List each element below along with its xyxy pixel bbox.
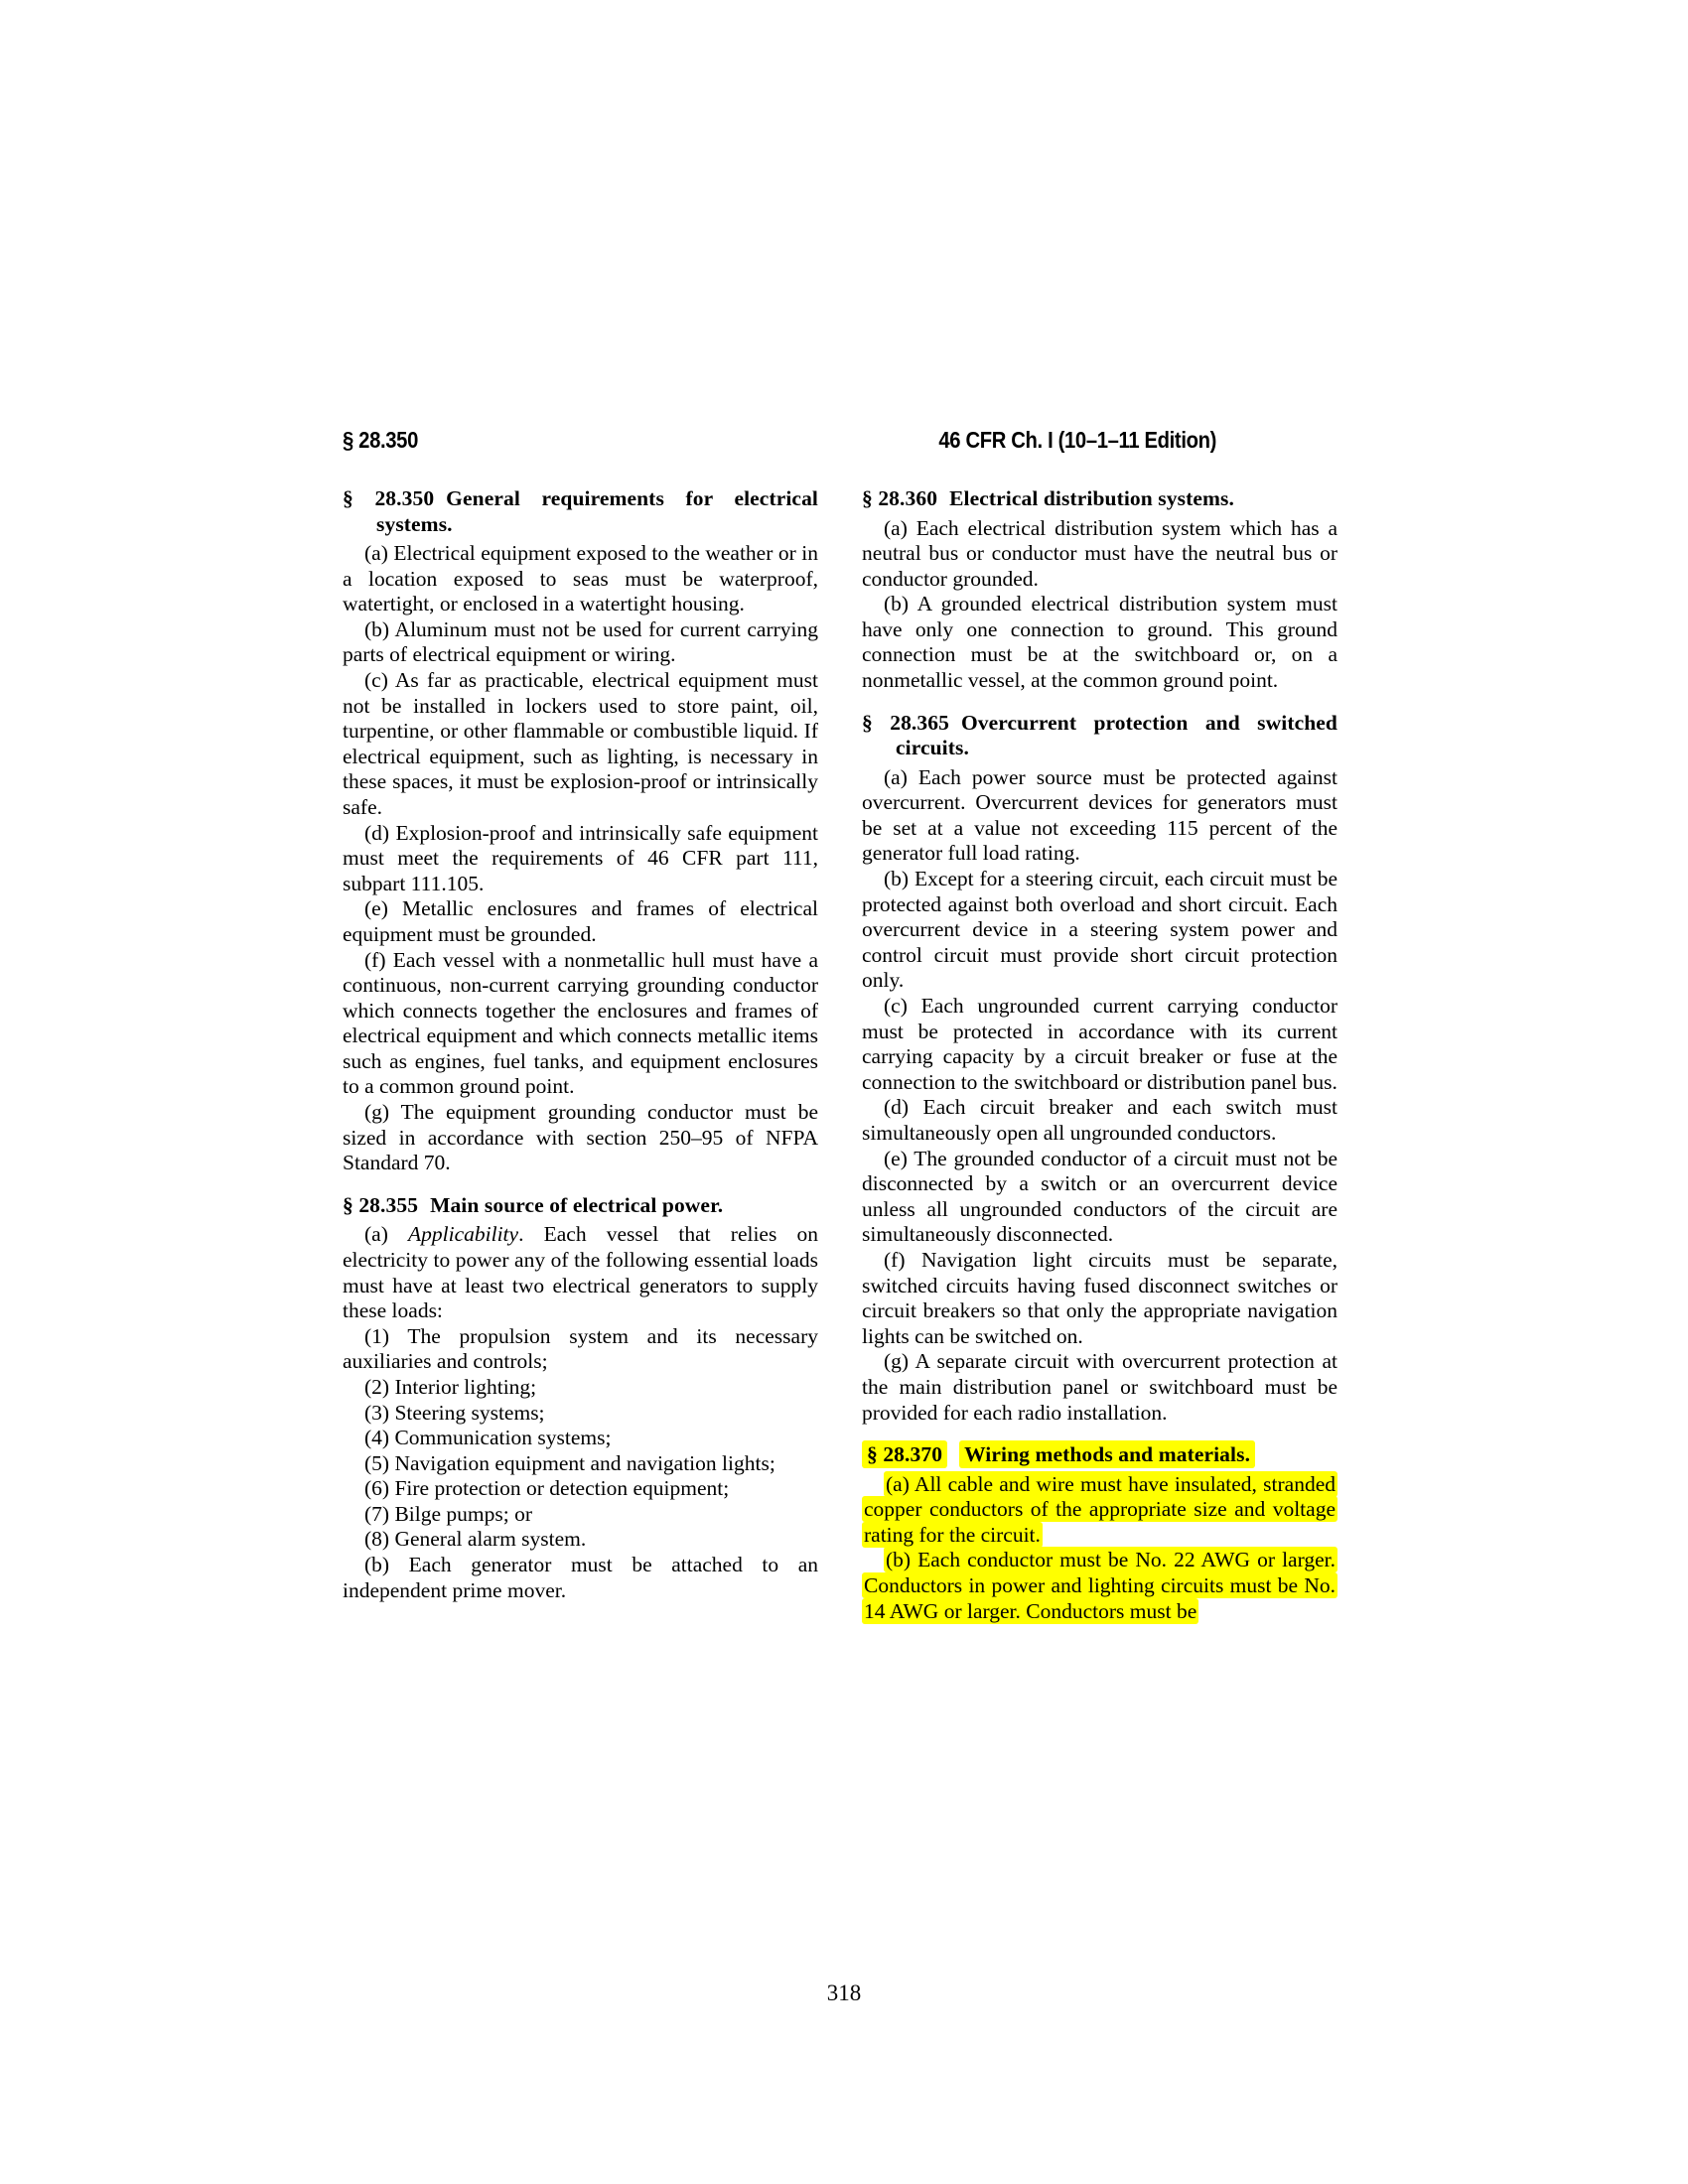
- section-number: § 28.350: [343, 486, 435, 510]
- section-number: § 28.355: [343, 1192, 419, 1217]
- paragraph-370-a: [862, 1472, 1337, 1549]
- section-heading-28-350: [343, 486, 818, 537]
- paragraph-text: . Each vessel that relies on electricity to power any of the following essential loads must have at least two electrical generators to supply these loads:: [343, 1222, 818, 1323]
- paragraph-365-f: (f) Navigation light circuits must be separate, switched circuits having fused disconnect switches or circuit breakers so that only the appropriate navigation lights can be switched on.: [862, 1247, 1337, 1348]
- paragraph-355-a: [343, 1222, 818, 1323]
- list-item: (8) General alarm system.: [364, 1527, 587, 1552]
- list-item: (3) Steering systems;: [364, 1400, 545, 1425]
- paragraph-365-e: (e) The grounded conductor of a circuit must not be disconnected by a switch or an overcurrent device unless all ungrounded conductors of the circuit are simultaneously disconnected.: [862, 1146, 1337, 1247]
- running-head: [343, 427, 1216, 454]
- section-heading-28-365: [862, 711, 1337, 761]
- paragraph-360-b: (b) A grounded electrical distribution system must have only one connection to ground. This ground connection must be at the switchboard or, on a nonmetallic vessel, at the common ground point.: [862, 592, 1337, 693]
- paragraph-365-a: (a) Each power source must be protected against overcurrent. Overcurrent devices for generators must be set at a value not exceeding 115 percent of the generator full load rating.: [862, 764, 1337, 866]
- list-item: (4) Communication systems;: [364, 1426, 612, 1450]
- section-number: § 28.360: [862, 486, 938, 510]
- section-number: § 28.365: [862, 710, 949, 735]
- section-title: General requirements for electrical systems.: [376, 486, 818, 536]
- list-item: (5) Navigation equipment and navigation lights;: [364, 1450, 775, 1475]
- paragraph-360-a: (a) Each electrical distribution system which has a neutral bus or conductor must have the neutral bus or conductor grounded.: [862, 515, 1337, 591]
- paragraph-365-c: (c) Each ungrounded current carrying conductor must be protected in accordance with its current carrying capacity by a circuit breaker or fuse at the connection to the switchboard or distribution panel bus.: [862, 994, 1337, 1094]
- highlighted-text: (a) All cable and wire must have insulated, stranded copper conductors of the appropriate size and voltage rating for the circuit.: [864, 1471, 1336, 1547]
- paragraph-370-b: [862, 1548, 1337, 1624]
- paragraph-365-d: (d) Each circuit breaker and each switch must simultaneously open all ungrounded conductors.: [862, 1095, 1337, 1145]
- paragraph-c: (c) As far as practicable, electrical equipment must not be installed in lockers used to store paint, oil, turpentine, or other flammable or combustible liquid. If electrical equipment, such as lighting, is necessary in these spaces, it must be explosion-proof or intrinsically safe.: [343, 667, 818, 819]
- right-column: [862, 486, 1337, 1624]
- running-head-section: § 28.350: [343, 427, 418, 453]
- section-title: Main source of electrical power.: [430, 1192, 724, 1217]
- paragraph-g: (g) The equipment grounding conductor must be sized in accordance with section 250–95 of NFPA Standard 70.: [343, 1100, 818, 1175]
- paragraph-label: (a): [364, 1222, 409, 1247]
- section-number-highlighted: § 28.370: [862, 1440, 947, 1468]
- highlighted-text: (b) Each conductor must be No. 22 AWG or larger. Conductors in power and lighting circuits must be No. 14 AWG or larger. Conductors must be: [864, 1548, 1336, 1623]
- running-head-edition: 46 CFR Ch. I (10–1–11 Edition): [938, 427, 1216, 453]
- paragraph-italic-term: Applicability: [408, 1222, 519, 1247]
- section-heading-28-370: [862, 1442, 1337, 1468]
- paragraph-a: (a) Electrical equipment exposed to the weather or in a location exposed to seas must be waterproof, watertight, or enclosed in a watertight housing.: [343, 541, 818, 616]
- list-item: (2) Interior lighting;: [364, 1374, 537, 1399]
- paragraph-365-b: (b) Except for a steering circuit, each circuit must be protected against both overload and short circuit. Each overcurrent device in a steering system power and control circuit must provide short circuit protection only.: [862, 867, 1337, 993]
- list-item: (6) Fire protection or detection equipment;: [364, 1476, 730, 1501]
- section-title: Overcurrent protection and switched circuits.: [896, 710, 1337, 760]
- list-item: (7) Bilge pumps; or: [364, 1501, 532, 1526]
- paragraph-f: (f) Each vessel with a nonmetallic hull must have a continuous, non-current carrying grounding conductor which connects together the enclosures and frames of electrical equipment and which connects metallic items such as engines, fuel tanks, and equipment enclosures to a common ground point.: [343, 947, 818, 1099]
- section-heading-28-355: [343, 1193, 818, 1219]
- section-title-highlighted: Wiring methods and materials.: [959, 1440, 1255, 1468]
- heading-spacer: [862, 694, 1337, 711]
- paragraph-b: (b) Aluminum must not be used for current carrying parts of electrical equipment or wiring.: [343, 616, 818, 667]
- heading-spacer: [343, 1176, 818, 1193]
- section-heading-28-360: [862, 486, 1337, 512]
- page-number: 318: [826, 1980, 862, 2005]
- section-title: Electrical distribution systems.: [949, 486, 1234, 510]
- paragraph-355-b: (b) Each generator must be attached to an independent prime mover.: [343, 1553, 818, 1602]
- body-columns: [343, 486, 1337, 1624]
- paragraph-d: (d) Explosion-proof and intrinsically safe equipment must meet the requirements of 46 CFR part 111, subpart 111.105.: [343, 820, 818, 895]
- paragraph-e: (e) Metallic enclosures and frames of electrical equipment must be grounded.: [343, 896, 818, 946]
- paragraph-365-g: (g) A separate circuit with overcurrent protection at the main distribution panel or switchboard must be provided for each radio installation.: [862, 1349, 1337, 1425]
- left-column: [343, 486, 818, 1624]
- list-item: (1) The propulsion system and its necessary auxiliaries and controls;: [343, 1323, 818, 1374]
